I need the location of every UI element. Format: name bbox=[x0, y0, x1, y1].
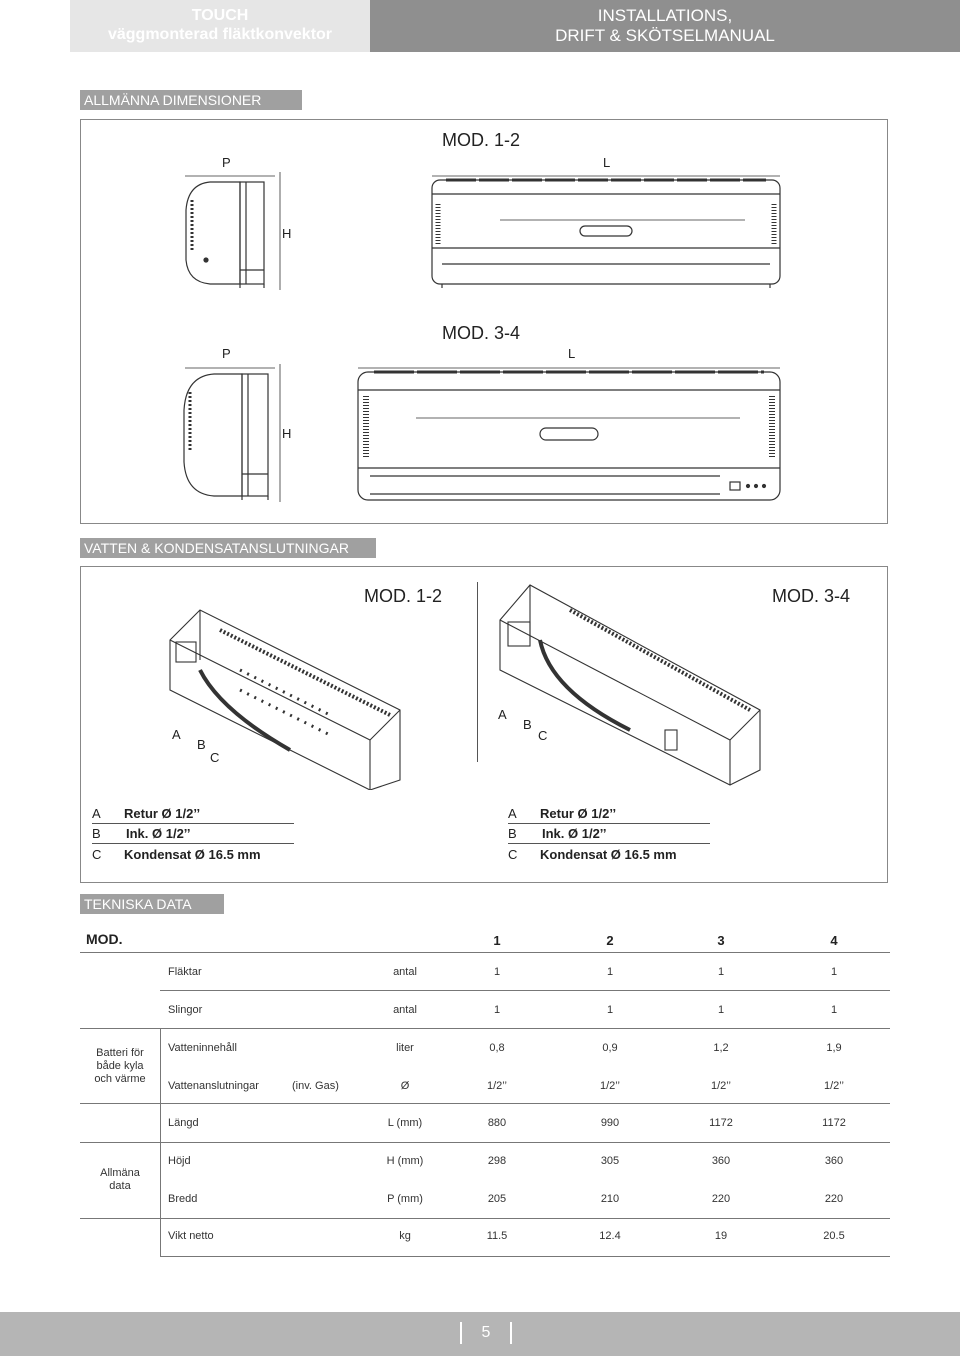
legend-key: C bbox=[92, 847, 102, 862]
legend-key: B bbox=[92, 826, 101, 841]
row-value: 1/2’’ bbox=[711, 1080, 731, 1092]
page-number: 5 bbox=[481, 1324, 491, 1341]
table-vline bbox=[160, 1028, 161, 1103]
group-allmana bbox=[80, 1167, 160, 1193]
group-batteri-line: och värme bbox=[94, 1073, 146, 1085]
header-right bbox=[370, 0, 960, 52]
tech-header-line bbox=[80, 952, 890, 953]
group-batteri-line: Batteri för bbox=[96, 1047, 144, 1059]
table-line bbox=[80, 1142, 890, 1143]
tech-model-4: 4 bbox=[830, 933, 838, 948]
row-value: 205 bbox=[487, 1193, 507, 1205]
row-value: 0,9 bbox=[602, 1042, 618, 1054]
legend-value: Retur Ø 1/2’’ bbox=[540, 806, 617, 821]
conn-left-drawing bbox=[160, 600, 420, 790]
row-value: 20.5 bbox=[823, 1230, 845, 1242]
header-product-name: TOUCH bbox=[191, 7, 249, 24]
legend-row bbox=[92, 825, 294, 844]
mod12-drawing bbox=[180, 170, 790, 295]
row-value: 1172 bbox=[822, 1117, 846, 1129]
row-value: 1 bbox=[493, 1004, 501, 1016]
mod34-title: MOD. 3-4 bbox=[442, 323, 521, 343]
row-name: Fläktar bbox=[168, 966, 202, 978]
group-allmana-line: Allmäna bbox=[100, 1167, 140, 1179]
row-unit: L (mm) bbox=[387, 1117, 423, 1129]
legend-row bbox=[508, 846, 710, 864]
row-value: 1 bbox=[830, 966, 838, 978]
row-value: 1/2’’ bbox=[600, 1080, 620, 1092]
row-value: 1 bbox=[493, 966, 501, 978]
connections-divider bbox=[477, 582, 478, 762]
row-name: Vatteninnehåll bbox=[168, 1042, 237, 1054]
conn-right-drawing bbox=[490, 580, 770, 790]
row-unit: antal bbox=[393, 966, 417, 978]
row-value: 1 bbox=[606, 1004, 614, 1016]
row-value: 220 bbox=[711, 1193, 731, 1205]
tech-model-2: 2 bbox=[606, 933, 614, 948]
legend-row bbox=[92, 805, 294, 824]
row-name: Slingor bbox=[168, 1004, 203, 1016]
section-title-dimensions: ALLMÄNNA DIMENSIONER bbox=[80, 90, 302, 110]
row-value: 11.5 bbox=[486, 1230, 508, 1242]
table-vline bbox=[160, 1104, 161, 1256]
row-value: 12.4 bbox=[599, 1230, 621, 1242]
row-value: 1172 bbox=[709, 1117, 733, 1129]
table-line bbox=[160, 990, 890, 991]
section-title-connections: VATTEN & KONDENSATANSLUTNINGAR bbox=[80, 538, 376, 558]
row-value: 360 bbox=[824, 1155, 844, 1167]
conn-right-label-a: A bbox=[498, 707, 507, 722]
row-unit: Ø bbox=[400, 1080, 410, 1092]
row-unit: liter bbox=[396, 1042, 414, 1054]
mod12-label-p: P bbox=[222, 155, 231, 170]
legend-key: C bbox=[508, 847, 518, 862]
row-name: Vikt netto bbox=[168, 1230, 214, 1242]
conn-right-legend bbox=[508, 805, 710, 865]
section-title-tech: TEKNISKA DATA bbox=[80, 894, 224, 914]
mod34-drawing bbox=[180, 362, 790, 507]
row-value: 19 bbox=[714, 1230, 728, 1242]
legend-row bbox=[92, 846, 294, 864]
row-unit: kg bbox=[399, 1230, 411, 1242]
row-value: 1 bbox=[717, 1004, 725, 1016]
mod12-label-h: H bbox=[282, 226, 292, 241]
conn-left-label-c: C bbox=[210, 750, 220, 765]
legend-value: Ink. Ø 1/2’’ bbox=[126, 826, 191, 841]
group-batteri-line: både kyla bbox=[96, 1060, 144, 1072]
row-name: Höjd bbox=[168, 1155, 191, 1167]
table-line bbox=[160, 1256, 890, 1257]
legend-row bbox=[508, 805, 710, 824]
legend-value: Ink. Ø 1/2’’ bbox=[542, 826, 607, 841]
row-unit: H (mm) bbox=[386, 1155, 424, 1167]
legend-key: A bbox=[508, 806, 517, 821]
legend-key: A bbox=[92, 806, 101, 821]
row-value: 990 bbox=[600, 1117, 620, 1129]
legend-value: Kondensat Ø 16.5 mm bbox=[540, 847, 677, 862]
group-allmana-line: data bbox=[109, 1180, 131, 1192]
conn-right-label-b: B bbox=[523, 717, 532, 732]
header-product-subtitle: väggmonterad fläktkonvektor bbox=[107, 26, 333, 43]
row-value: 360 bbox=[711, 1155, 731, 1167]
tech-model-1: 1 bbox=[493, 933, 501, 948]
mod12-title: MOD. 1-2 bbox=[442, 130, 521, 150]
table-line bbox=[80, 1103, 890, 1104]
row-name: Bredd bbox=[168, 1193, 198, 1205]
row-unit: P (mm) bbox=[387, 1193, 423, 1205]
row-value: 1 bbox=[606, 966, 614, 978]
row-value: 1,2 bbox=[713, 1042, 729, 1054]
mod34-label-h: H bbox=[282, 426, 292, 441]
conn-left-title: MOD. 1-2 bbox=[364, 586, 443, 606]
row-value: 0,8 bbox=[489, 1042, 505, 1054]
row-name: Vattenanslutningar bbox=[168, 1080, 259, 1092]
mod34-label-p: P bbox=[222, 346, 231, 361]
tech-mod-label: MOD. bbox=[86, 931, 123, 947]
row-value: 305 bbox=[600, 1155, 620, 1167]
row-value: 298 bbox=[487, 1155, 507, 1167]
row-value: 1 bbox=[717, 966, 725, 978]
conn-right-label-c: C bbox=[538, 728, 548, 743]
legend-value: Retur Ø 1/2’’ bbox=[124, 806, 201, 821]
header-manual-title-1: INSTALLATIONS, bbox=[597, 6, 733, 25]
row-value: 1 bbox=[830, 1004, 838, 1016]
row-value: 1,9 bbox=[826, 1042, 842, 1054]
legend-value: Kondensat Ø 16.5 mm bbox=[124, 847, 261, 862]
tech-model-3: 3 bbox=[717, 933, 725, 948]
header-manual-title-2: DRIFT & SKÖTSELMANUAL bbox=[555, 26, 775, 45]
mod34-label-l: L bbox=[568, 346, 576, 361]
footer-divider-right bbox=[510, 1322, 512, 1344]
row-name: Längd bbox=[168, 1117, 199, 1129]
row-extra: (inv. Gas) bbox=[292, 1080, 339, 1092]
legend-key: B bbox=[508, 826, 517, 841]
table-line bbox=[80, 1028, 890, 1029]
table-line bbox=[80, 1218, 890, 1219]
conn-left-legend bbox=[92, 805, 294, 865]
conn-left-label-b: B bbox=[197, 737, 206, 752]
row-value: 1/2’’ bbox=[487, 1080, 507, 1092]
row-value: 1/2’’ bbox=[824, 1080, 844, 1092]
row-value: 220 bbox=[824, 1193, 844, 1205]
conn-left-label-a: A bbox=[172, 727, 181, 742]
row-value: 210 bbox=[600, 1193, 620, 1205]
group-batteri bbox=[80, 1047, 160, 1086]
conn-right-title: MOD. 3-4 bbox=[772, 586, 851, 606]
legend-row bbox=[508, 825, 710, 844]
header-left bbox=[70, 0, 370, 52]
mod12-label-l: L bbox=[603, 155, 611, 170]
row-unit: antal bbox=[393, 1004, 417, 1016]
row-value: 880 bbox=[487, 1117, 507, 1129]
